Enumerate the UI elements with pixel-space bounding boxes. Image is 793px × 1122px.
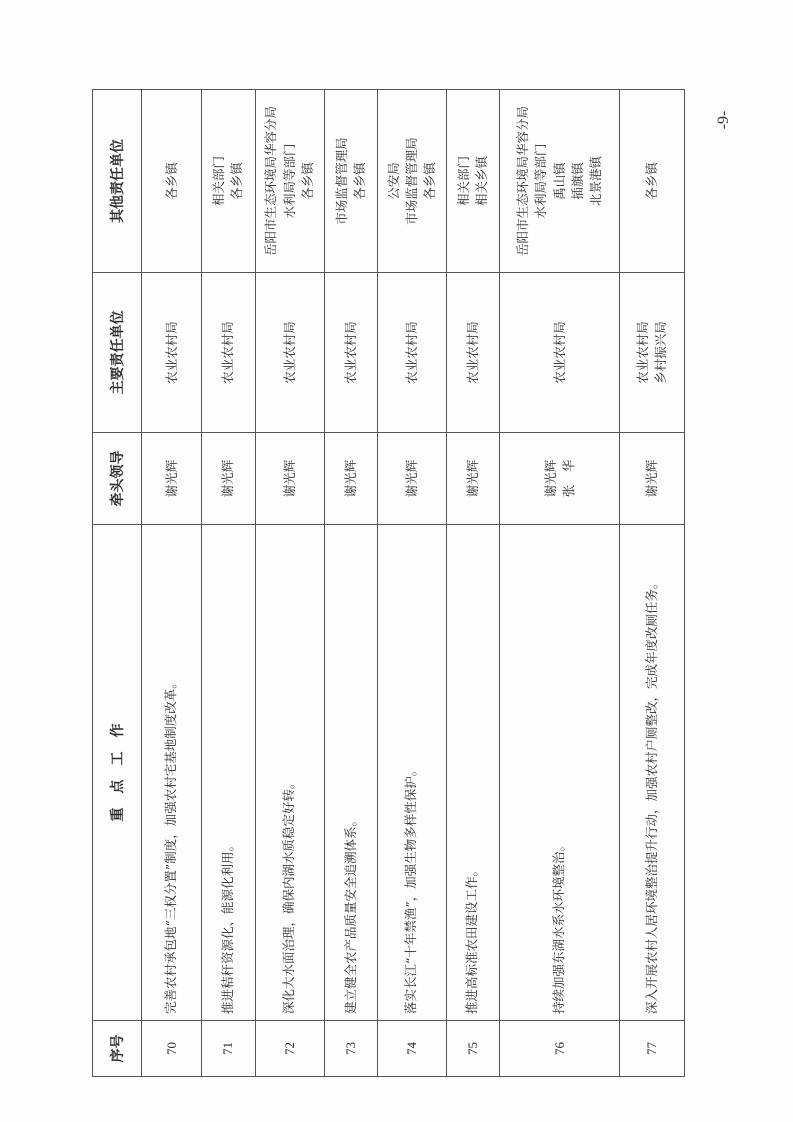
main-unit-cell <box>324 273 377 433</box>
row-number: 70 <box>142 1021 202 1077</box>
page-number: -9- <box>715 110 732 130</box>
main-unit-cell <box>142 273 202 433</box>
lead-person: 谢光辉 <box>403 459 419 498</box>
header-main-unit: 主要责任单位 <box>93 273 142 433</box>
main-unit: 农业农村局 <box>342 321 358 384</box>
main-unit: 农业农村局 <box>464 321 480 384</box>
other-unit: 各乡镇 <box>229 162 245 200</box>
other-unit: 市场监督管理局 <box>333 137 349 225</box>
other-unit-cell <box>142 90 202 273</box>
other-unit: 各乡镇 <box>421 162 437 200</box>
task-description: 深入开展农村人居环境整治提升行动，加强农村户厕整改，完成年度改厕任务。 <box>620 525 685 1021</box>
lead-person-cell <box>620 433 685 525</box>
other-unit: 各乡镇 <box>644 162 660 200</box>
lead-person: 谢光辉 <box>644 459 660 498</box>
lead-person: 张 华 <box>560 459 576 498</box>
lead-person-cell <box>378 433 446 525</box>
other-unit: 各乡镇 <box>163 162 179 200</box>
lead-person-cell <box>142 433 202 525</box>
task-table <box>92 89 685 1077</box>
lead-person-cell <box>255 433 324 525</box>
main-unit-cell <box>620 273 685 433</box>
table-row <box>142 90 202 1077</box>
task-description: 深化大水面治理，确保内湖水质稳定好转。 <box>255 525 324 1021</box>
row-number: 72 <box>255 1021 324 1077</box>
other-unit-cell <box>324 90 377 273</box>
other-unit: 各乡镇 <box>351 162 367 200</box>
header-lead: 牵头领导 <box>93 433 142 525</box>
task-description: 建立健全农产品质量安全追溯体系。 <box>324 525 377 1021</box>
main-unit: 农业农村局 <box>220 321 236 384</box>
lead-person-cell <box>324 433 377 525</box>
other-unit-cell <box>500 90 620 273</box>
other-unit: 公安局 <box>385 162 401 200</box>
main-unit-cell <box>378 273 446 433</box>
other-unit-cell <box>378 90 446 273</box>
row-number: 76 <box>500 1021 620 1077</box>
table-header-row <box>93 90 142 1077</box>
other-unit: 水利局等部门 <box>281 143 297 219</box>
lead-person: 谢光辉 <box>163 459 179 498</box>
table-row <box>500 90 620 1077</box>
task-description: 持续加强东湖水系水环境整治。 <box>500 525 620 1021</box>
other-unit: 相关部门 <box>211 156 227 207</box>
row-number: 71 <box>202 1021 255 1077</box>
main-unit-cell <box>255 273 324 433</box>
rotated-table-container <box>92 90 685 1077</box>
row-number: 74 <box>378 1021 446 1077</box>
other-unit: 相关乡镇 <box>473 156 489 207</box>
table-row <box>620 90 685 1077</box>
task-description: 推进秸秆资源化、能源化利用。 <box>202 525 255 1021</box>
main-unit: 农业农村局 <box>551 321 567 384</box>
other-unit-cell <box>446 90 499 273</box>
lead-person: 谢光辉 <box>220 459 236 498</box>
other-unit: 插旗镇 <box>569 162 585 200</box>
main-unit-cell <box>446 273 499 433</box>
lead-person: 谢光辉 <box>342 459 358 498</box>
other-unit-cell <box>255 90 324 273</box>
other-unit: 水利局等部门 <box>533 143 549 219</box>
row-number: 75 <box>446 1021 499 1077</box>
table-row <box>255 90 324 1077</box>
lead-person-cell <box>202 433 255 525</box>
lead-person: 谢光辉 <box>542 459 558 498</box>
other-unit-cell <box>202 90 255 273</box>
main-unit: 农业农村局 <box>163 321 179 384</box>
other-unit: 北景港镇 <box>587 156 603 207</box>
other-unit-cell <box>620 90 685 273</box>
other-unit: 各乡镇 <box>299 162 315 200</box>
lead-person-cell <box>500 433 620 525</box>
lead-person-cell <box>446 433 499 525</box>
main-unit: 农业农村局 <box>635 321 651 384</box>
other-unit: 岳阳市生态环境局华容分局 <box>263 106 279 257</box>
header-num: 序号 <box>93 1021 142 1077</box>
header-task: 重 点 工 作 <box>93 525 142 1021</box>
table-row <box>378 90 446 1077</box>
table-row <box>202 90 255 1077</box>
other-unit: 相关部门 <box>455 156 471 207</box>
table-body <box>142 90 685 1077</box>
lead-person: 谢光辉 <box>281 459 297 498</box>
other-unit: 禹山镇 <box>551 162 567 200</box>
table-row <box>324 90 377 1077</box>
task-description: 落实长江“十年禁渔”，加强生物多样性保护。 <box>378 525 446 1021</box>
task-description: 完善农村承包地“三权分置”制度，加强农村宅基地制度改革。 <box>142 525 202 1021</box>
lead-person: 谢光辉 <box>464 459 480 498</box>
main-unit-cell <box>202 273 255 433</box>
task-description: 推进高标准农田建设工作。 <box>446 525 499 1021</box>
main-unit: 农业农村局 <box>403 321 419 384</box>
other-unit: 市场监督管理局 <box>403 137 419 225</box>
row-number: 77 <box>620 1021 685 1077</box>
row-number: 73 <box>324 1021 377 1077</box>
main-unit: 农业农村局 <box>281 321 297 384</box>
main-unit-cell <box>500 273 620 433</box>
header-other-unit: 其他责任单位 <box>93 90 142 273</box>
other-unit: 岳阳市生态环境局华容分局 <box>515 106 531 257</box>
table-row <box>446 90 499 1077</box>
main-unit: 乡村振兴局 <box>653 321 669 384</box>
